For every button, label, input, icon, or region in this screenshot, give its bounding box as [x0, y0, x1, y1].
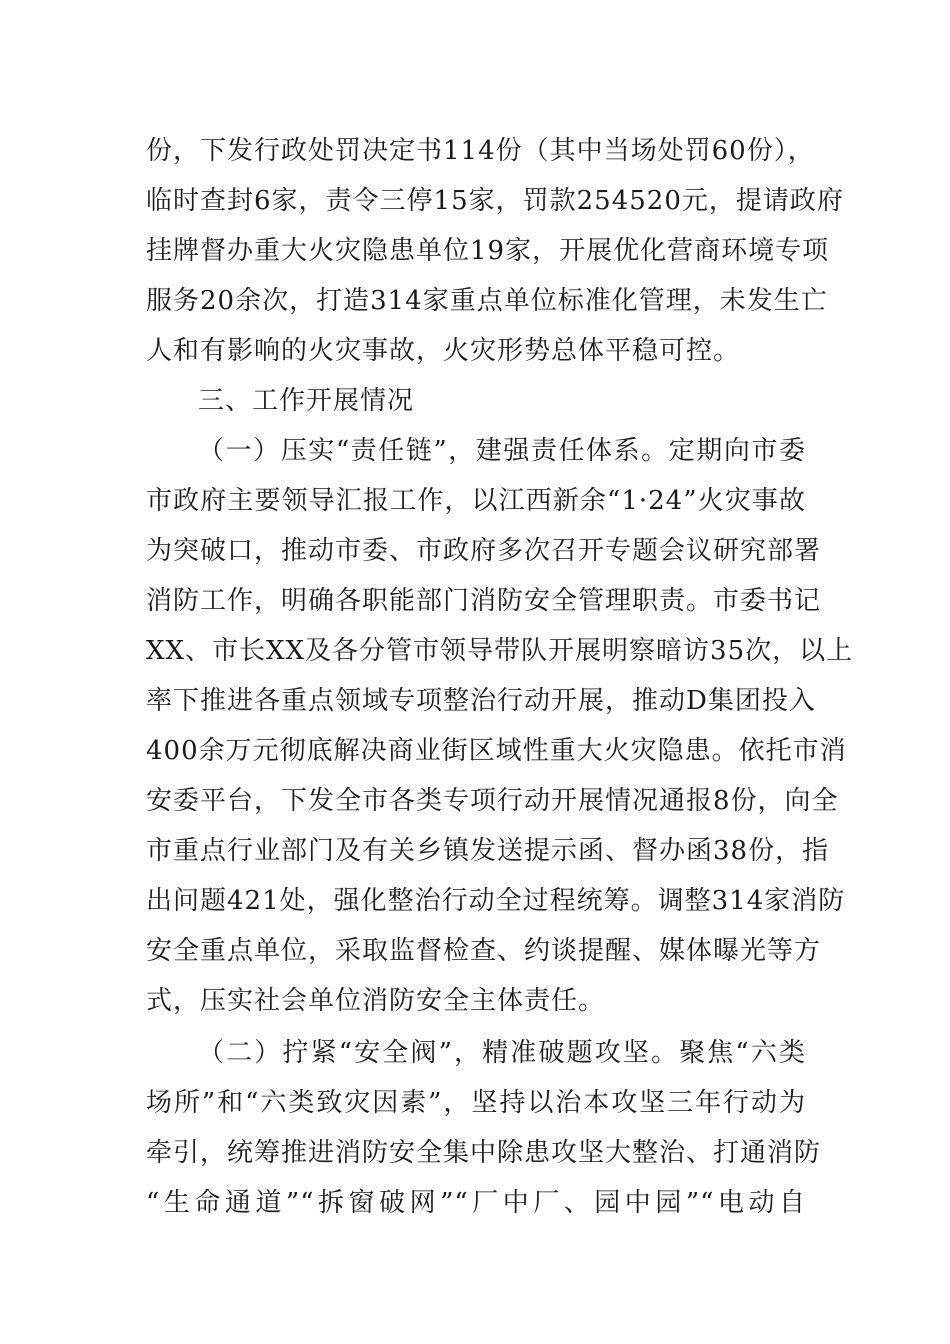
paragraph-heading-line: （二）拧紧“安全阀”，精准破题攻坚。聚焦“六类 — [198, 1038, 806, 1068]
text-line: 市重点行业部门及有关乡镇发送提示函、督办函38份，指 — [146, 836, 830, 866]
paragraph-heading-line: （一）压实“责任链”，建强责任体系。定期向市委 — [198, 436, 806, 466]
text-line: XX、市长XX及各分管市领导带队开展明察暗访35次，以上 — [146, 636, 854, 666]
text-line: 安全重点单位，采取监督检查、约谈提醒、媒体曝光等方 — [146, 936, 822, 966]
text-line: “生命通道”“拆窗破网”“厂中厂、园中园”“电动自 — [146, 1188, 806, 1218]
section-heading: 三、工作开展情况 — [198, 386, 415, 416]
text-line: 场所”和“六类致灾因素”，坚持以治本攻坚三年行动为 — [146, 1088, 806, 1118]
text-line: 安委平台，下发全市各类专项行动开展情况通报8份，向全 — [146, 786, 839, 816]
text-line: 400余万元彻底解决商业街区域性重大火灾隐患。依托市消 — [146, 736, 847, 766]
text-line: 消防工作，明确各职能部门消防安全管理职责。市委书记 — [146, 586, 822, 616]
text-line: 出问题421处，强化整治行动全过程统筹。调整314家消防 — [146, 886, 846, 916]
text-line: 服务20余次，打造314家重点单位标准化管理，未发生亡 — [146, 286, 828, 316]
text-line: 人和有影响的火灾事故，火灾形势总体平稳可控。 — [146, 336, 741, 366]
text-line: 份，下发行政处罚决定书114份（其中当场处罚60份）， — [146, 136, 815, 166]
text-line: 临时查封6家，责令三停15家，罚款254520元，提请政府 — [146, 186, 844, 216]
text-line: 式，压实社会单位消防安全主体责任。 — [146, 986, 606, 1016]
text-line: 挂牌督办重大火灾隐患单位19家，开展优化营商环境专项 — [146, 236, 830, 266]
text-line: 牵引，统筹推进消防安全集中除患攻坚大整治、打通消防 — [146, 1138, 822, 1168]
text-line: 率下推进各重点领域专项整治行动开展，推动D集团投入 — [146, 686, 816, 716]
text-line: 市政府主要领导汇报工作，以江西新余“1·24”火灾事故 — [146, 486, 806, 516]
text-line: 为突破口，推动市委、市政府多次召开专题会议研究部署 — [146, 536, 822, 566]
